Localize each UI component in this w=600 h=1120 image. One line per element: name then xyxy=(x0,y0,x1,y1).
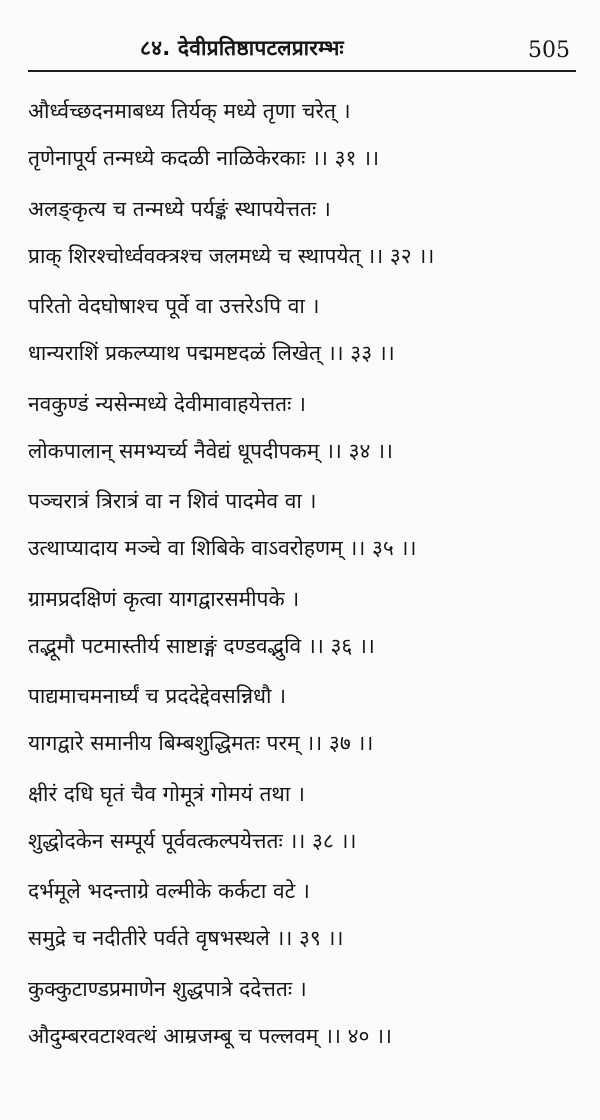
page-number: 505 xyxy=(528,38,570,63)
verse-line: प्राक् शिरश्चोर्ध्ववक्त्रश्च जलमध्ये च स्थापयेत् ।। ३२ ।। xyxy=(28,243,435,268)
verse-line: नवकुण्डं न्यसेन्मध्ये देवीमावाहयेत्ततः । xyxy=(28,391,306,416)
verse-line: उत्थाप्यादाय मञ्चे वा शिबिके वाऽवरोहणम् ।। ३५ ।। xyxy=(28,536,417,560)
verse-line: पाद्यमाचमनार्घ्यं च प्रददेद्देवसन्निधौ । xyxy=(28,684,287,708)
verse-36 xyxy=(28,576,588,674)
verse-line: परितो वेदघोषाश्च पूर्वे वा उत्तरेऽपि वा । xyxy=(28,294,320,318)
verse-line: समुद्रे च नदीतीरे पर्वते वृषभस्थले ।। ३९ ।। xyxy=(28,926,344,950)
chapter-title: ८४. देवीप्रतिष्ठापटलप्रारम्भः xyxy=(140,36,344,60)
verse-line: तृणेनापूर्य तन्मध्ये कदळी नाळिकेरकाः ।। ३१ ।। xyxy=(28,146,380,170)
verse-line: लोकपालान् समभ्यर्च्य नैवेद्यं धूपदीपकम् ।। ३४ ।। xyxy=(28,438,394,463)
verse-line: और्ध्वच्छदनमाबध्य तिर्यक् मध्ये तृणा चरेत् । xyxy=(28,99,351,123)
verse-31 xyxy=(28,88,588,186)
verse-line: अलङ्कृत्य च तन्मध्ये पर्यङ्कं स्थापयेत्ततः । xyxy=(28,196,331,221)
verse-line: औदुम्बरवटाश्वत्थं आम्रजम्बू च पल्लवम् ।। ४० ।। xyxy=(28,1023,393,1048)
verse-line: शुद्धोदकेन सम्पूर्य पूर्ववत्कल्पयेत्ततः ।। ३८ ।। xyxy=(28,828,357,853)
verse-line: यागद्वारे समानीय बिम्बशुद्धिमतः परम् ।। ३७ ।। xyxy=(28,731,374,755)
verse-37 xyxy=(28,673,588,771)
verse-40 xyxy=(28,966,588,1064)
verse-line: धान्यराशिं प्रकल्प्याथ पद्ममष्टदळं लिखेत् ।। ३३ ।। xyxy=(28,341,395,365)
verse-line: ग्रामप्रदक्षिणं कृत्वा यागद्वारसमीपके । xyxy=(28,586,300,611)
verse-39 xyxy=(28,868,588,966)
verse-list xyxy=(28,88,588,1063)
verse-34 xyxy=(28,381,588,479)
verse-38 xyxy=(28,771,588,869)
verse-line: दर्भमूले भदन्ताग्रे वल्मीके कर्कटा वटे । xyxy=(28,879,310,903)
verse-35 xyxy=(28,478,588,576)
header-divider xyxy=(28,70,576,72)
verse-line: क्षीरं दधि घृतं चैव गोमूत्रं गोमयं तथा । xyxy=(28,781,305,806)
verse-32 xyxy=(28,186,588,284)
page-header xyxy=(0,0,600,74)
verse-line: पञ्चरात्रं त्रिरात्रं वा न शिवं पादमेव वा । xyxy=(28,489,317,513)
verse-line: तद्भूमौ पटमास्तीर्य साष्टाङ्गं दण्डवद्भुवि ।। ३६ ।। xyxy=(28,633,375,658)
verse-33 xyxy=(28,283,588,381)
verse-line: कुक्कुटाण्डप्रमाणेन शुद्धपात्रे ददेत्ततः । xyxy=(28,976,307,1001)
